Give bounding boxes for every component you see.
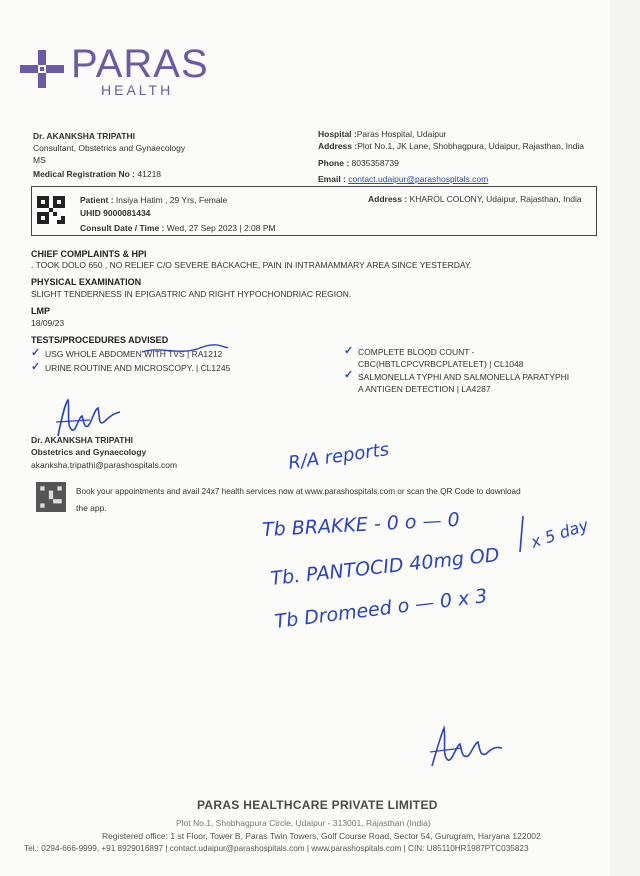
handwritten-strike-scribble	[140, 342, 230, 358]
footer-company-name: PARAS HEALTHCARE PRIVATE LIMITED	[197, 798, 438, 812]
doctor-degree: MS	[33, 155, 46, 165]
test-item: URINE ROUTINE AND MICROSCOPY. | CL1245	[45, 363, 231, 373]
email-line	[318, 173, 488, 185]
chief-complaints-heading: CHIEF COMPLAINTS & HPI	[31, 249, 147, 259]
patient-address-line	[368, 193, 582, 205]
doctor-title: Consultant, Obstetrics and Gynaecology	[33, 143, 186, 153]
handwritten-rx-2: Tb. PANTOCID 40mg OD	[269, 544, 501, 590]
medical-registration	[33, 168, 161, 180]
address-value: Plot No.1, JK Lane, Shobhagpura, Udaipur, Rajasthan, India	[357, 141, 585, 151]
lmp-text: 18/09/23	[31, 318, 65, 328]
phone-label: Phone :	[318, 158, 350, 168]
reg-label: Medical Registration No :	[33, 169, 136, 179]
physical-exam-heading: PHYSICAL EXAMINATION	[31, 277, 142, 287]
handwritten-bracket	[515, 514, 529, 554]
phone-value: 8035358739	[351, 158, 399, 168]
patient-line	[80, 194, 227, 206]
address-label: Address :	[318, 141, 358, 151]
footer-address-2: Registered office: 1 st Floor, Tower B, Paras Twin Towers, Golf Course Road, Sector 54, Gurugram, Haryana 122002	[102, 831, 541, 841]
handwritten-rx-1-duration: x 5 day	[528, 515, 591, 552]
check-mark-icon: ✓	[344, 369, 354, 381]
patient-qr-code-icon	[37, 196, 65, 224]
test-item: A ANTIGEN DETECTION | LA4287	[358, 384, 491, 394]
phone-line	[318, 157, 399, 169]
doctor-name: Dr. AKANKSHA TRIPATHI	[33, 131, 135, 141]
check-mark-icon: ✓	[31, 361, 41, 373]
paras-logo-icon	[20, 50, 64, 88]
email-link[interactable]: contact.udaipur@parashospitals.com	[348, 174, 489, 184]
test-item: SALMONELLA TYPHI AND SALMONELLA PARATYPHI	[358, 372, 570, 382]
check-mark-icon: ✓	[31, 347, 41, 359]
patient-value: Insiya Hatim , 29 Yrs, Female	[115, 195, 228, 205]
patient-label: Patient :	[80, 195, 114, 205]
brand-name: PARAS	[71, 42, 209, 86]
physical-exam-text: SLIGHT TENDERNESS IN EPIGASTRIC AND RIGHT HYPOCHONDRIAC REGION.	[31, 289, 352, 299]
test-item: USG WHOLE ABDOMEN WITH TVS | RA1212	[45, 349, 223, 359]
test-item: CBC(HBTLCPCVRBCPLATELET) | CL1048	[358, 359, 524, 369]
hospital-line	[318, 128, 447, 140]
footer-address-1: Plot No.1, Shobhagpura Circle, Udaipur - 313001, Rajasthan (India)	[176, 818, 431, 828]
bottom-doctor-signature	[428, 722, 508, 772]
email-label: Email :	[318, 174, 346, 184]
signature-department: Obstetrics and Gynaecology	[31, 447, 147, 457]
check-mark-icon: ✓	[344, 345, 354, 357]
handwritten-note: R/A reports	[287, 439, 391, 474]
consult-value: Wed, 27 Sep 2023 | 2:08 PM	[166, 223, 276, 233]
hospital-value: Paras Hospital, Udaipur	[356, 129, 447, 139]
patient-address-value: KHAROL COLONY, Udaipur, Rajasthan, India	[409, 194, 582, 204]
brand-subtitle: HEALTH	[101, 82, 174, 98]
signature-doctor-name: Dr. AKANKSHA TRIPATHI	[31, 435, 133, 445]
patient-address-label: Address :	[368, 194, 408, 204]
patient-uhid: UHID 9000081434	[80, 208, 151, 218]
app-qr-code-icon	[36, 482, 66, 512]
handwritten-rx-1: Tb BRAKKE - 0 o — 0	[261, 508, 461, 542]
reg-number: 41218	[137, 169, 162, 179]
consult-label: Consult Date / Time :	[80, 223, 165, 233]
lmp-heading: LMP	[31, 306, 50, 316]
footer-contact: Tel.: 0294-666-9999, +91 8929016897 | contact.udaipur@parashospitals.com | www.parashospitals.com | CIN: U85110HR1987PTC035823	[24, 844, 529, 853]
hospital-address-line	[318, 140, 584, 152]
tests-heading: TESTS/PROCEDURES ADVISED	[31, 335, 169, 345]
test-item: COMPLETE BLOOD COUNT -	[358, 347, 475, 357]
signature-email: akanksha.tripathi@parashospitals.com	[31, 460, 178, 470]
consult-line	[80, 222, 276, 234]
app-promo-line2: the app.	[76, 503, 107, 513]
handwritten-rx-3: Tb Dromeed o — 0 x 3	[273, 585, 489, 633]
chief-complaints-text: . TOOK DOLO 650 , NO RELIEF C/O SEVERE BACKACHE, PAIN IN INTRAMAMMARY AREA SINCE YESTERDAY.	[31, 260, 472, 270]
hospital-label: Hospital :	[318, 129, 357, 139]
app-promo-line1: Book your appointments and avail 24x7 health services now at www.parashospitals.com or scan the QR Code to download	[76, 487, 521, 496]
